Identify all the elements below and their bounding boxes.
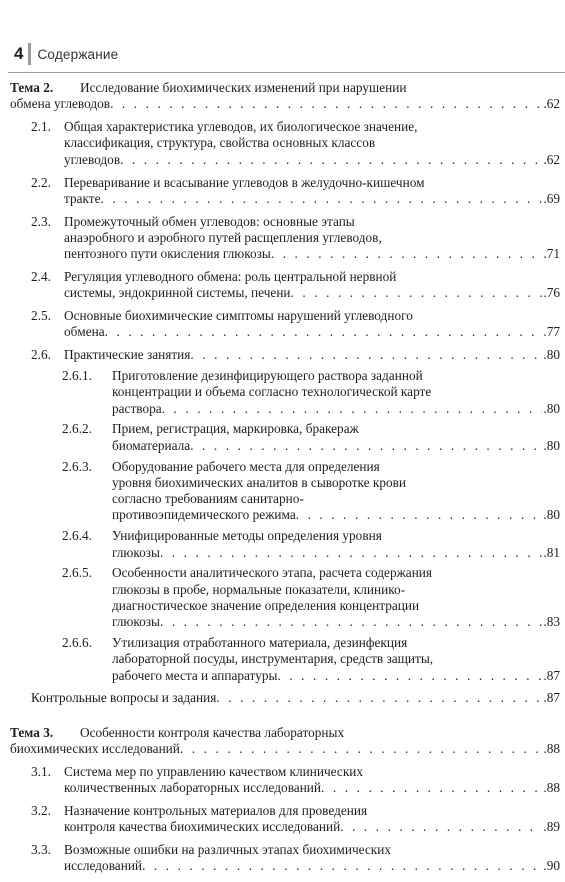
page-reference: .69 [543, 190, 560, 206]
entry-text: Контрольные вопросы и задания [31, 690, 217, 706]
toc-leader-line [10, 95, 560, 113]
page-title: Содержание [37, 46, 119, 62]
toc-line [0, 420, 565, 438]
section-number: 2.4. [31, 269, 51, 284]
entry-text: тракте [64, 190, 101, 206]
toc-line [0, 581, 565, 599]
dot-leader [291, 284, 543, 302]
toc-line [0, 458, 565, 476]
dot-leader [160, 544, 542, 562]
dot-leader [296, 506, 543, 524]
toc-line [0, 190, 565, 208]
page-number: 4 [14, 44, 24, 63]
entry-text: противоэпидемического режима [112, 507, 296, 523]
page-reference: .88 [543, 741, 560, 756]
page-reference: .83 [543, 614, 560, 630]
section-number: 3.3. [31, 842, 51, 857]
page-reference: .80 [543, 507, 560, 523]
toc-line [0, 564, 565, 582]
section-number: 3.2. [31, 802, 51, 818]
section-number: 2.6.2. [62, 421, 92, 437]
toc-line [0, 95, 565, 113]
page-reference: .80 [543, 347, 560, 363]
toc-line [0, 400, 565, 418]
toc-leader-line [64, 284, 560, 302]
page-reference: .71 [543, 246, 560, 262]
toc-line [0, 634, 565, 652]
dot-leader [120, 151, 542, 169]
page-reference: .90 [543, 858, 560, 874]
entry-text: Практические занятия [64, 347, 191, 363]
dot-leader [142, 857, 542, 875]
toc-line [0, 307, 565, 325]
section-number: 2.6.5. [62, 565, 92, 581]
toc-leader-line [10, 740, 560, 758]
entry-text: обмена углеводов [10, 96, 111, 112]
section-number: 2.2. [31, 174, 51, 190]
page-reference: .89 [543, 819, 560, 835]
entry-text: Переваривание и всасывание углеводов в желудочно-кишечном [64, 174, 425, 190]
entry-text: Прием, регистрация, маркировка, бракераж [112, 421, 359, 437]
toc-line [0, 151, 565, 169]
toc-line [0, 284, 565, 302]
entry-text: глюкозы в пробе, нормальные показатели, клинико- [112, 581, 406, 597]
toc-line [0, 544, 565, 562]
toc-leader-line [112, 437, 560, 455]
section-number: 2.6.6. [62, 635, 92, 650]
section-number: 2.1. [31, 119, 51, 135]
dot-leader [190, 437, 542, 455]
page-reference: .62 [543, 151, 560, 167]
entry-text: количественных лабораторных исследований [64, 780, 322, 796]
entry-text: Исследование биохимических изменений при нарушении [80, 80, 407, 95]
page-reference: .77 [543, 324, 560, 340]
page-header [14, 43, 118, 65]
entry-text: Промежуточный обмен углеводов: основные этапы [64, 213, 355, 229]
dot-leader [216, 689, 542, 707]
header-divider [28, 43, 31, 65]
section-number: 2.5. [31, 308, 51, 324]
entry-text: Утилизация отработанного материала, дезинфекция [112, 635, 408, 650]
dot-leader [271, 245, 543, 263]
toc-line [0, 490, 565, 508]
entry-text: согласно требованиям санитарно- [112, 491, 304, 507]
toc-leader-line [64, 346, 560, 364]
toc-line [0, 213, 565, 231]
entry-text: Приготовление дезинфицирующего раствора заданной [112, 368, 423, 383]
toc-line [0, 724, 565, 742]
toc-line [0, 527, 565, 545]
dot-leader [101, 190, 543, 208]
toc-line [0, 841, 565, 859]
page-reference: .88 [543, 780, 560, 796]
entry-text: Регуляция углеводного обмена: роль центральной нервной [64, 269, 397, 284]
entry-text: Унифицированные методы определения уровня [112, 528, 382, 544]
toc-leader-line [64, 779, 560, 797]
entry-text: системы, эндокринной системы, печени [64, 285, 291, 301]
entry-text: исследований [64, 858, 143, 874]
toc-line [0, 740, 565, 758]
toc-leader-line [64, 245, 560, 263]
entry-text: Особенности аналитического этапа, расчета содержания [112, 565, 433, 581]
entry-text: уровня биохимических аналитов в сыворотке крови [112, 474, 407, 490]
entry-text: пентозного пути окисления глюкозы [64, 246, 271, 262]
toc-line [0, 118, 565, 136]
toc-line [0, 229, 565, 247]
entry-text: контроля качества биохимических исследований [64, 819, 341, 835]
toc-leader-line [64, 818, 560, 836]
toc-line [0, 174, 565, 192]
toc-leader-line [112, 667, 560, 685]
dot-leader [190, 346, 542, 364]
entry-text: глюкозы [112, 614, 160, 630]
section-number: 2.6.4. [62, 528, 92, 544]
dot-leader [105, 323, 543, 341]
page-reference: .80 [543, 400, 560, 416]
toc-line [0, 650, 565, 668]
toc-line [0, 474, 565, 492]
toc-line [0, 506, 565, 524]
topic-label: Тема 2. [10, 80, 54, 95]
page-reference: .87 [543, 690, 560, 706]
section-number: 3.1. [31, 763, 51, 779]
toc-leader-line [64, 323, 560, 341]
entry-text: лабораторной посуды, инструментария, средств защиты, [112, 651, 434, 667]
page-reference: .76 [543, 285, 560, 301]
toc-line [0, 857, 565, 875]
entry-text: раствора [112, 400, 162, 416]
entry-text: биохимических исследований [10, 741, 180, 756]
entry-text: углеводов [64, 151, 121, 167]
entry-text: биоматериала [112, 437, 191, 453]
header-rule [8, 72, 565, 73]
entry-text: Возможные ошибки на различных этапах биохимических [64, 842, 391, 857]
dot-leader [110, 95, 542, 113]
dot-leader [180, 740, 542, 758]
toc-line [0, 437, 565, 455]
toc-line [0, 818, 565, 836]
toc-line [0, 134, 565, 152]
entry-text: Общая характеристика углеводов, их биологическое значение, [64, 119, 418, 135]
toc-line [0, 367, 565, 385]
toc-line [0, 689, 565, 707]
toc-line [0, 779, 565, 797]
toc-leader-line [112, 400, 560, 418]
toc-line [0, 597, 565, 615]
toc-leader-line [64, 190, 560, 208]
toc-leader-line [112, 544, 560, 562]
toc-line [0, 802, 565, 820]
toc-leader-line [64, 151, 560, 169]
entry-text: Назначение контрольных материалов для проведения [64, 802, 368, 818]
entry-text: Система мер по управлению качеством клинических [64, 763, 364, 779]
entry-text: анаэробного и аэробного путей расщепления углеводов, [64, 229, 382, 245]
dot-leader [321, 779, 542, 797]
toc-line [0, 268, 565, 286]
entry-text: Оборудование рабочего места для определения [112, 458, 380, 474]
toc-leader-line [64, 857, 560, 875]
toc-leader-line [112, 613, 560, 631]
entry-text: рабочего места и аппаратуры [112, 667, 278, 683]
dot-leader [160, 613, 542, 631]
toc-leader-line [112, 506, 560, 524]
toc-leader-line [31, 689, 560, 707]
toc-line [0, 667, 565, 685]
page-reference: .62 [543, 96, 560, 112]
toc-line [0, 763, 565, 781]
page-reference: .81 [543, 544, 560, 560]
entry-text: Основные биохимические симптомы нарушений углеводного [64, 308, 413, 324]
dot-leader [277, 667, 542, 685]
page-reference: .87 [543, 667, 560, 683]
dot-leader [162, 400, 543, 418]
entry-text: обмена [64, 324, 105, 340]
toc-line [0, 613, 565, 631]
toc-line [0, 346, 565, 364]
page-reference: .80 [543, 437, 560, 453]
entry-text: Особенности контроля качества лабораторных [80, 724, 345, 740]
section-number: 2.6.1. [62, 368, 92, 383]
toc-line [0, 79, 565, 97]
toc-line [0, 245, 565, 263]
section-number: 2.3. [31, 213, 51, 229]
entry-text: диагностическое значение определения концентрации [112, 597, 420, 613]
toc-line [0, 323, 565, 341]
dot-leader [340, 818, 542, 836]
entry-text: классификация, структура, свойства основных классов [64, 135, 376, 151]
entry-text: глюкозы [112, 544, 160, 560]
entry-text: концентрации и объема согласно технологической карте [112, 384, 432, 400]
toc-line [0, 383, 565, 401]
section-number: 2.6.3. [62, 458, 92, 474]
section-number: 2.6. [31, 347, 51, 363]
topic-label: Тема 3. [10, 724, 54, 740]
